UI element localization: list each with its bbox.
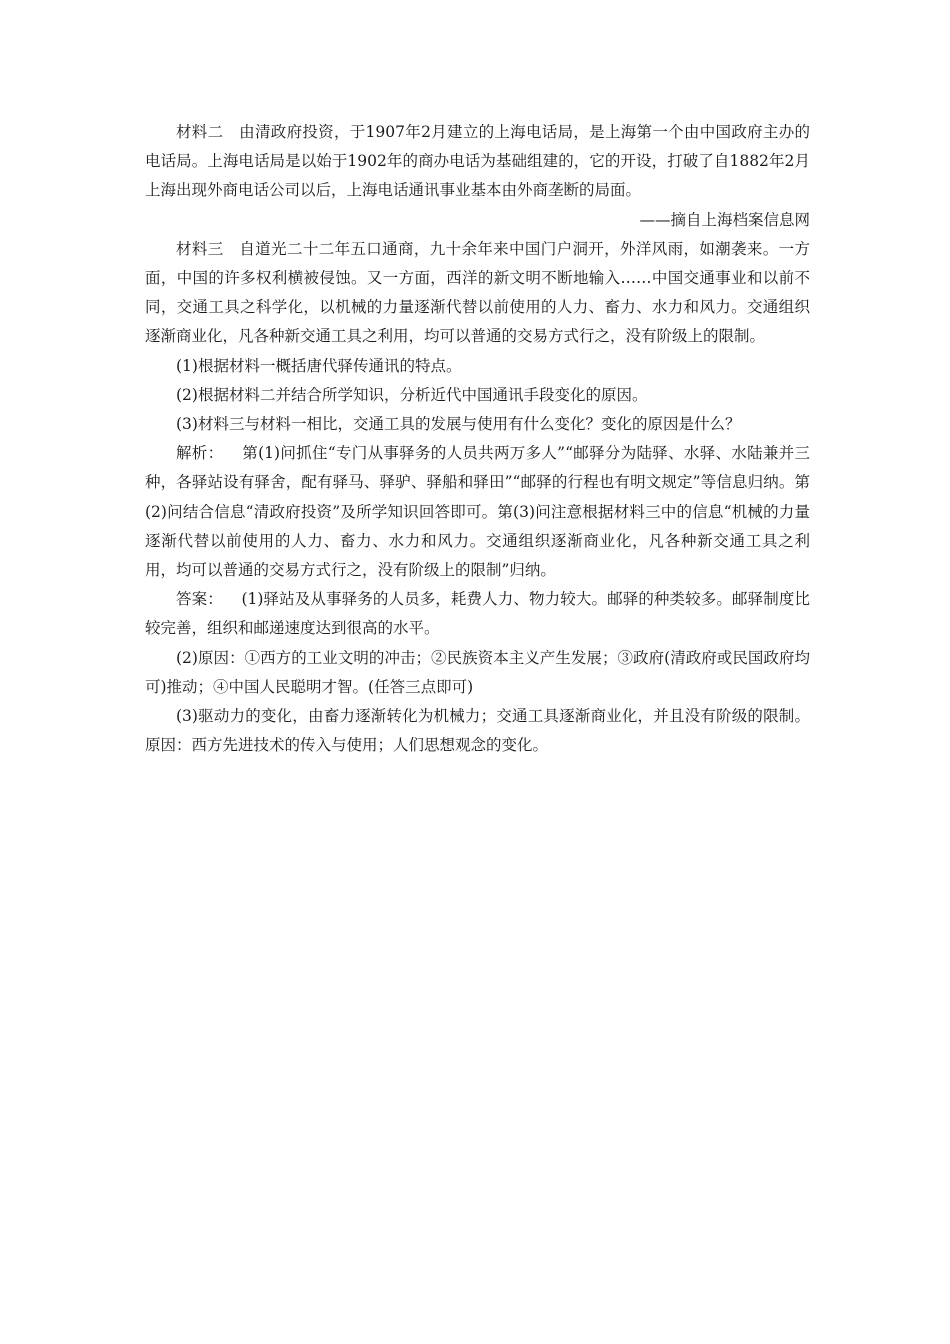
- document-body: [145, 118, 810, 760]
- answer-item-3: (3)驱动力的变化，由畜力逐渐转化为机械力；交通工具逐渐商业化，并且没有阶级的限制。原因：西方先进技术的传入与使用；人们思想观念的变化。: [145, 707, 810, 755]
- question-2: (2)根据材料二并结合所学知识，分析近代中国通讯手段变化的原因。: [176, 385, 648, 404]
- material-two-label: 材料二: [176, 123, 224, 141]
- analysis-label: 解析：: [176, 444, 224, 463]
- analysis-paragraph: [145, 439, 810, 585]
- material-two-source: ——摘自上海档案信息网: [639, 210, 810, 229]
- answer-item-2: (2)原因：①西方的工业文明的冲击；②民族资本主义产生发展；③政府(清政府或民国政府均可)推动；④中国人民聪明才智。(任答三点即可): [145, 648, 810, 696]
- answer-label: 答案：: [176, 590, 223, 609]
- answer-paragraph-1: [145, 585, 810, 643]
- question-1: (1)根据材料一概括唐代驿传通讯的特点。: [176, 356, 462, 375]
- material-three-text: 自道光二十二年五口通商，九十余年来中国门户洞开，外洋风雨，如潮袭来。一方面，中国的许多权利横被侵蚀。又一方面，西洋的新文明不断地输入……中国交通事业和以前不同，交通工具之科学化，以机械的力量逐渐代替以前使用的人力、畜力、水力和风力。交通组织逐渐商业化，凡各种新交通工具之利用，均可以普通的交易方式行之，没有阶级上的限制。: [145, 239, 810, 346]
- material-three-label: 材料三: [176, 239, 224, 258]
- answer-item-1: (1)驿站及从事驿务的人员多，耗费人力、物力较大。邮驿的种类较多。邮驿制度比较完善，组织和邮递速度达到很高的水平。: [145, 590, 810, 638]
- material-two-text: 由清政府投资，于1907年2月建立的上海电话局，是上海第一个由中国政府主办的电话局。上海电话局是以始于1902年的商办电话为基础组建的，它的开设，打破了自1882年2月上海出现外商电话公司以后，上海电话通讯事业基本由外商垄断的局面。: [145, 123, 810, 200]
- material-two-paragraph: [145, 118, 810, 206]
- question-3: (3)材料三与材料一相比，交通工具的发展与使用有什么变化？变化的原因是什么？: [176, 415, 741, 434]
- analysis-text: 第(1)问抓住“专门从事驿务的人员共两万多人”“邮驿分为陆驿、水驿、水陆兼并三种，各驿站设有驿舍，配有驿马、驿驴、驿船和驿田”“邮驿的行程也有明文规定”等信息归纳。第(2)问结合信息“清政府投资”及所学知识回答即可。第(3)问注意根据材料三中的信息“机械的力量逐渐代替以前使用的人力、畜力、水力和风力。交通组织逐渐商业化，凡各种新交通工具之利用，均可以普通的交易方式行之，没有阶级上的限制”归纳。: [145, 444, 810, 580]
- material-three-paragraph: [145, 235, 810, 352]
